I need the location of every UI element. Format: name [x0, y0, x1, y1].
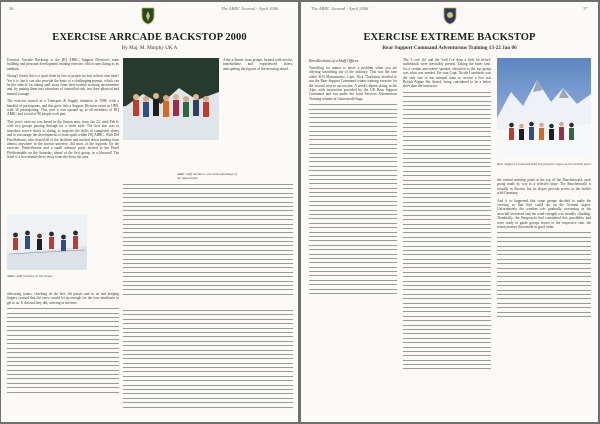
- group-photo-caption: ARRC staff members who took advantage of the opportunity: [177, 172, 237, 180]
- right-article-title: EXERCISE EXTREME BACKSTOP: [363, 32, 536, 43]
- snow-photo-caption: ARRC staff training on the slopes: [7, 274, 53, 278]
- left-col2-paragraph: After a dinner from groups formed with novice, intermediate and experienced skiers, anticipating the rigours of the morning ahead.: [223, 58, 293, 71]
- mountain-scene: [497, 58, 591, 158]
- left-page-number: 36: [9, 6, 14, 11]
- mountain-photo-caption: Rear Support Command Staff enjoying the slopes at the summit point: [497, 162, 591, 166]
- left-magazine-name: The ARRC Journal - April 2006: [221, 6, 279, 11]
- arrc-crest-icon: [141, 7, 155, 25]
- rear-support-crest-icon: [443, 7, 457, 25]
- snow-training-scene: [7, 214, 87, 270]
- left-bottom-paragraph: allocating rooms, checking on ski hire, lift passes and so on and keeping fingers crossed that the snow would let up enough for the four minibuses to get to us. It did and they did, arriving at tea-time.: [7, 292, 119, 305]
- group-photo: [123, 58, 219, 140]
- right-page: [301, 2, 598, 422]
- right-col2-text: [403, 58, 491, 418]
- left-col2-top-text: [223, 58, 293, 124]
- left-paragraph: This year's exercise was based in the Sexten area, from Jan 22, until Feb 6, with two groups passing through for a week each. The first aim was to introduce novice skiers to skiing, to improve the skills of competent skiers and to encourage the development of team spirit within HQ ARRC. With Del Pacellohouse, who hosted all of the facilities and tracked down funding from almost anywhere in the known universe, did most of the legwork for the exercise. Pontlethwaite and a small advance party arrived at the Hotel Pfeiffermuhle on the Saturday, ahead of the first group, in a blizzard! The hotel is a five-minute drive away from the Sesto ski area.: [7, 119, 119, 160]
- right-magazine-name: The ARRC Journal - April 2006: [311, 6, 369, 11]
- right-col3-paragraph: the central meeting point at the top of the Rauchenwald, each group made its way to a selected slope. The Rauchenwald is actually in Austria, but its slopes provide access to the border with Germany.: [497, 178, 591, 196]
- right-col3-text: [497, 178, 591, 418]
- right-page-number: 37: [583, 6, 588, 11]
- right-subtitle: Rear Support Command Adventurous Training 13-22 Jan 06: [382, 45, 517, 51]
- left-paragraph: Skiing? Surely this is a sport done by lots of people for fun in their own time? Yes it is, but it can also provide the basis of a challenging pursuit, which can be the vehicle for taking staff away from their normal working environment and, by putting them into situations of controlled risk, test their physical and mental courage.: [7, 74, 119, 96]
- mountain-photo: [497, 58, 591, 158]
- left-byline: By Maj. M. Murphy UK A: [121, 45, 178, 51]
- right-col1-paragraph: Travelling for names is never a problem when you are offering something out of the ordinary. This was the case when SO3 Maintenance, Capt. Nick Thackston decided to run the Rear Support Command winter training exercise for the second year in succession. A week's alpine skiing in the Alps, with instruction provided by the UK Rear Support Command and run under the Joint Services Adventurous Training scheme at Gatzenwald Saga.: [309, 66, 397, 101]
- right-section-heading: Recollections of a Staff Officer.: [309, 58, 359, 63]
- right-col2-paragraph: The 'I can't ski' and the 'well I've done a little bit before' individuals were inevitably present. Taking the latter case, for a certain non-native speaker, elevation to the top group was what was needed. I'm sure Capt. Nicole Lombardo was the only one of our intrepid team to receive a five star British Alpine Ski Award, being considered to be a better skier than the instructor.: [403, 58, 491, 89]
- left-paragraph: Exercise Arrcade Backstop is the HQ ARRC, Support Division's team building and personal development training exercise, which runs skiing as its medium.: [7, 58, 119, 71]
- left-col1-text: [7, 58, 119, 202]
- right-col1-text: [309, 58, 397, 418]
- left-bottom-text: [7, 292, 119, 418]
- right-col3-paragraph: And it so happened that some groups decided to make the crossing so that they could ski on the German slopes. Unfortunately the weather was gradually worsening as the snowfall increased and the wind strength was steadily climbing. Thankfully, the Bergwacht had considered this possibility and were ready to guide groups across to the respective side, the return journey then made in good order.: [497, 198, 591, 230]
- left-article-title: EXERCISE ARRCADE BACKSTOP 2000: [52, 32, 247, 43]
- group-photo-scene: [123, 58, 219, 140]
- snow-training-photo: [7, 214, 87, 270]
- left-paragraph: The exercise started as a Transport & Supply initiative in 1998, with a handful of participants, and this grew into a Support Division event in 1999, with 36 participating. This year it was opened up to all members of HQ ARRC and a total of 80 people took part.: [7, 99, 119, 117]
- left-col2-body-lines: [123, 184, 293, 306]
- left-col3-body-lines: [123, 310, 293, 418]
- left-page: [1, 2, 298, 422]
